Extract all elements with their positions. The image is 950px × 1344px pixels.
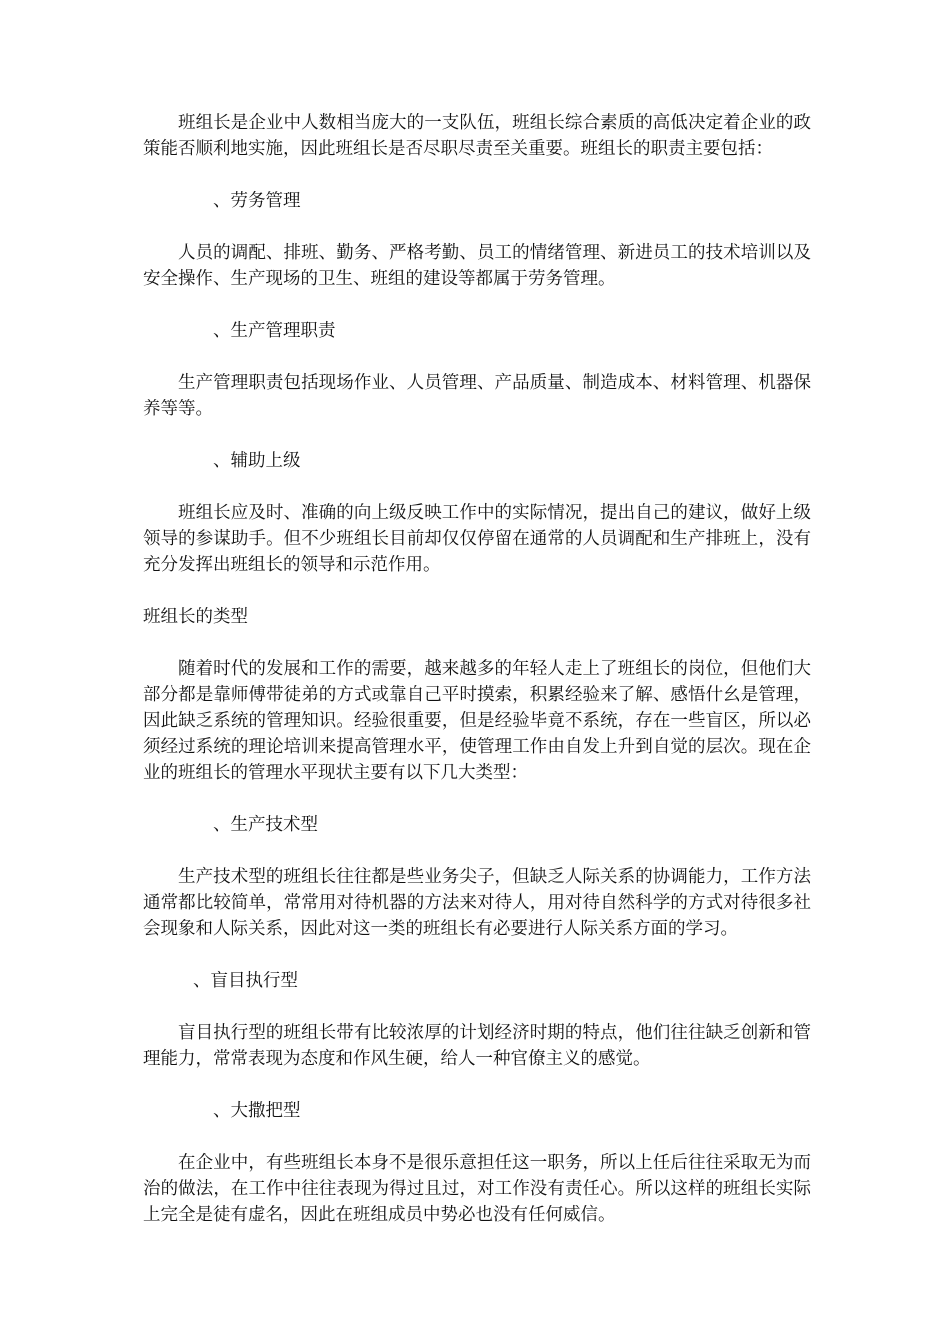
type-heading-technical: 、生产技术型 xyxy=(213,815,318,835)
duty-heading-assist: 、辅助上级 xyxy=(213,451,301,471)
type-text-technical: 生产技术型的班组长往往都是些业务尖子，但缺乏人际关系的协调能力，工作方法通常都比较简单，常常用对待机器的方法来对待人，用对待自然科学的方式对待很多社会现象和人际关系，因此对这一类的班组长有必要进行人际关系方面的学习。 xyxy=(143,867,811,939)
duty-text-production: 生产管理职责包括现场作业、人员管理、产品质量、制造成本、材料管理、机器保养等等。 xyxy=(143,373,811,419)
types-intro-paragraph: 随着时代的发展和工作的需要，越来越多的年轻人走上了班组长的岗位，但他们大部分都是靠师傅带徒弟的方式或靠自己平时摸索，积累经验来了解、感悟什幺是管理，因此缺乏系统的管理知识。经验很重要，但是经验毕竟不系统，存在一些盲区，所以必须经过系统的理论培训来提高管理水平，使管理工作由自发上升到自觉的层次。现在企业的班组长的管理水平现状主要有以下几大类型： xyxy=(143,659,811,783)
type-text-handsoff: 在企业中，有些班组长本身不是很乐意担任这一职务，所以上任后往往采取无为而治的做法，在工作中往往表现为得过且过，对工作没有责任心。所以这样的班组长实际上完全是徒有虚名，因此在班组成员中势必也没有任何威信。 xyxy=(143,1153,811,1225)
duty-heading-production: 、生产管理职责 xyxy=(213,321,336,341)
type-heading-blind: 、盲目执行型 xyxy=(193,971,298,991)
duty-text-assist: 班组长应及时、准确的向上级反映工作中的实际情况，提出自己的建议，做好上级领导的参谋助手。但不少班组长目前却仅仅停留在通常的人员调配和生产排班上，没有充分发挥出班组长的领导和示范作用。 xyxy=(143,503,811,575)
duty-heading-labor: 、劳务管理 xyxy=(213,191,301,211)
intro-paragraph: 班组长是企业中人数相当庞大的一支队伍，班组长综合素质的高低决定着企业的政策能否顺利地实施，因此班组长是否尽职尽责至关重要。班组长的职责主要包括： xyxy=(143,113,811,159)
document-page xyxy=(143,110,811,1228)
duty-text-labor: 人员的调配、排班、勤务、严格考勤、员工的情绪管理、新进员工的技术培训以及安全操作、生产现场的卫生、班组的建设等都属于劳务管理。 xyxy=(143,243,811,289)
type-text-blind: 盲目执行型的班组长带有比较浓厚的计划经济时期的特点，他们往往缺乏创新和管理能力，常常表现为态度和作风生硬，给人一种官僚主义的感觉。 xyxy=(143,1023,811,1069)
type-heading-handsoff: 、大撒把型 xyxy=(213,1101,301,1121)
types-section-title: 班组长的类型 xyxy=(143,607,248,627)
